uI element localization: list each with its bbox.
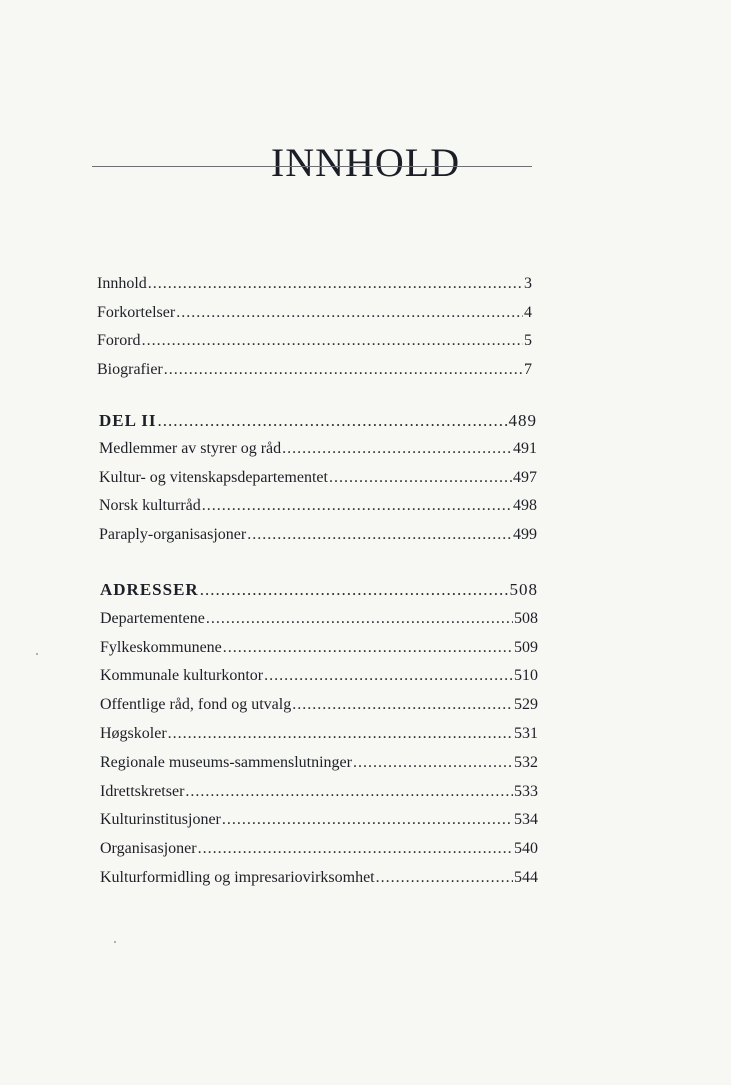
toc-entry [99, 496, 537, 516]
toc-page-number: 544 [514, 869, 538, 886]
toc-page-number: 4 [524, 303, 532, 321]
toc-page-number: 540 [514, 840, 538, 858]
toc-entry [100, 609, 538, 629]
toc-entry [100, 753, 538, 773]
toc-page-number: 531 [514, 725, 538, 742]
toc-entry-label: Innhold [97, 275, 147, 292]
toc-entry-label: Forkortelser [97, 303, 176, 321]
toc-entry-label: Fylkeskommunene [100, 638, 222, 656]
toc-entry-label: Kulturinstitusjoner [100, 811, 221, 829]
toc-entry [100, 695, 538, 715]
toc-entry [97, 360, 532, 380]
toc-entry [100, 666, 538, 686]
toc-entry-label: Idrettskretser [100, 782, 185, 800]
toc-section-heading [99, 411, 537, 431]
toc-page-number: 497 [513, 468, 537, 486]
toc-page-number: 499 [513, 525, 537, 543]
toc-page-number: 489 [508, 411, 537, 430]
toc-entry [100, 782, 538, 802]
toc-entry [99, 525, 537, 545]
toc-page-number: 7 [524, 360, 532, 378]
toc-page-number: 508 [514, 609, 538, 627]
dot-leader [223, 638, 513, 658]
toc-entry-label: Kommunale kulturkontor [100, 667, 264, 685]
dot-leader [282, 439, 512, 459]
toc-entry-label: Regionale museums-sammenslutninger [100, 753, 352, 771]
toc-page-number: 510 [514, 667, 538, 685]
dot-leader [329, 468, 512, 488]
toc-entry-label: Organisasjoner [100, 840, 197, 858]
toc-page-number: 529 [514, 696, 538, 714]
toc-entry-label: ADRESSER [100, 580, 199, 599]
dot-leader [142, 331, 523, 351]
toc-entry-label: Biografier [97, 360, 163, 378]
toc-entry-label: Departementene [100, 609, 205, 627]
toc-entry-label: Forord [97, 332, 141, 349]
dot-leader [200, 580, 509, 600]
toc-entry-label: Høgskoler [100, 725, 167, 742]
dot-leader [164, 360, 523, 380]
dot-leader [292, 695, 513, 715]
toc-entry-label: Norsk kulturråd [99, 497, 201, 515]
dot-leader [206, 609, 513, 629]
page-title: INNHOLD [270, 139, 461, 185]
toc-entry [100, 839, 538, 859]
toc-section-heading [100, 580, 538, 600]
toc-page-number: 509 [514, 638, 538, 656]
toc-entry-label: DEL II [99, 411, 157, 430]
toc-entry [100, 868, 538, 888]
dot-leader [185, 782, 513, 802]
toc-entry-label: Kultur- og vitenskapsdepartementet [99, 468, 328, 486]
dot-leader [198, 839, 513, 859]
dot-leader [353, 753, 513, 773]
toc-entry [99, 468, 537, 488]
toc-page-number: 498 [513, 497, 537, 515]
dot-leader [148, 274, 523, 294]
scan-speck [114, 941, 116, 943]
toc-page-number: 3 [524, 275, 532, 292]
toc-entry [100, 724, 538, 744]
toc-page-number: 508 [509, 580, 538, 599]
toc-page-number: 533 [514, 782, 538, 800]
dot-leader [264, 666, 513, 686]
toc-entry-label: Paraply-organisasjoner [99, 525, 247, 543]
toc-entry-label: Offentlige råd, fond og utvalg [100, 696, 292, 714]
dot-leader [247, 525, 512, 545]
toc-page-number: 534 [514, 811, 538, 829]
dot-leader [158, 411, 508, 431]
title-divider [92, 166, 532, 167]
toc-entry [97, 303, 532, 323]
toc-entry [97, 331, 532, 351]
toc-entry [100, 638, 538, 658]
toc-entry [97, 274, 532, 294]
toc-page-number: 5 [524, 332, 532, 349]
toc-entry [99, 439, 537, 459]
scan-speck [36, 653, 38, 655]
dot-leader [376, 868, 513, 888]
dot-leader [202, 496, 512, 516]
toc-page-number: 532 [514, 753, 538, 771]
dot-leader [168, 724, 513, 744]
toc-entry [100, 810, 538, 830]
dot-leader [176, 303, 523, 323]
toc-entry-label: Kulturformidling og impresariovirksomhet [100, 869, 375, 886]
toc-page-number: 491 [513, 440, 537, 458]
dot-leader [222, 810, 513, 830]
toc-entry-label: Medlemmer av styrer og råd [99, 440, 282, 458]
